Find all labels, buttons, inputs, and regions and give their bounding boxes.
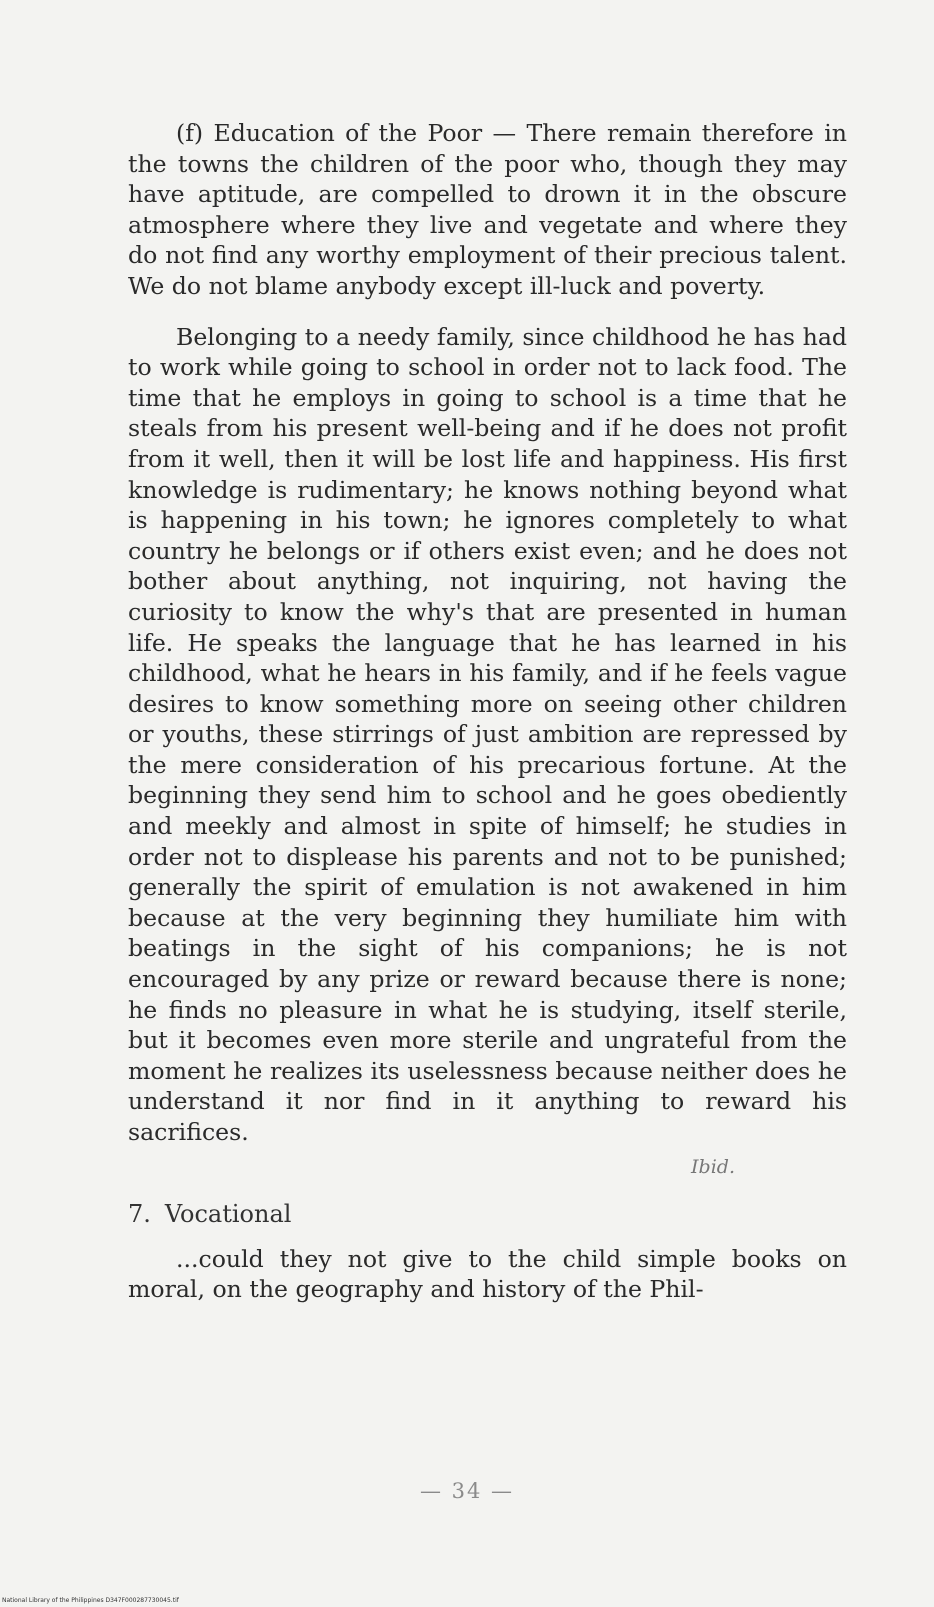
paragraph-education-of-the-poor: (f) Education of the Poor — There remain therefore in the towns the children of the poor who, though they may have aptitude, are compelled to drown it in the obscure atmosphere where they live and vegetate and where they do not find any worthy employment of their precious talent. We do not blame anybody except ill-luck and poverty. (128, 119, 847, 300)
section-number: 7. (128, 1199, 151, 1228)
page-body (128, 118, 847, 1305)
section-title: Vocational (164, 1199, 292, 1228)
paragraph-needy-family: Belonging to a needy family, since childhood he has had to work while going to school in order not to lack food. The time that he employs in going to school is a time that he steals from his present well-being and if he does not profit from it well, then it will be lost life and happiness. His first knowledge is rudimentary; he knows nothing beyond what is happening in his town; he ignores completely to what country he belongs or if others exist even; and he does not bother about anything, not inquiring, not having the curiosity to know the why's that are presented in human life. He speaks the language that he has learned in his childhood, what he hears in his family, and if he feels vague desires to know something more on seeing other children or youths, these stirrings of just ambition are repressed by the mere consideration of his precarious fortune. At the beginning they send him to school and he goes obediently and meekly and almost in spite of himself; he studies in order not to displease his parents and not to be punished; generally the spirit of emulation is not awakened in him because at the very beginning they humiliate him with beatings in the sight of his companions; he is not encouraged by any prize or reward because there is none; he finds no pleasure in what he is studying, itself sterile, but it becomes even more sterile and ungrateful from the moment he realizes its uselessness because neither does he understand it nor find in it anything to reward his sacrifices. (128, 322, 847, 1146)
attribution: Ibid. (691, 1155, 735, 1178)
page-number: — 34 — (419, 1479, 515, 1503)
footer-credit: National Library of the Philippines D347F000287730045.tif (2, 1597, 179, 1604)
section-heading (128, 1198, 847, 1230)
paragraph-vocational: ...could they not give to the child simple books on moral, on the geography and history of the Phil- (128, 1244, 847, 1304)
